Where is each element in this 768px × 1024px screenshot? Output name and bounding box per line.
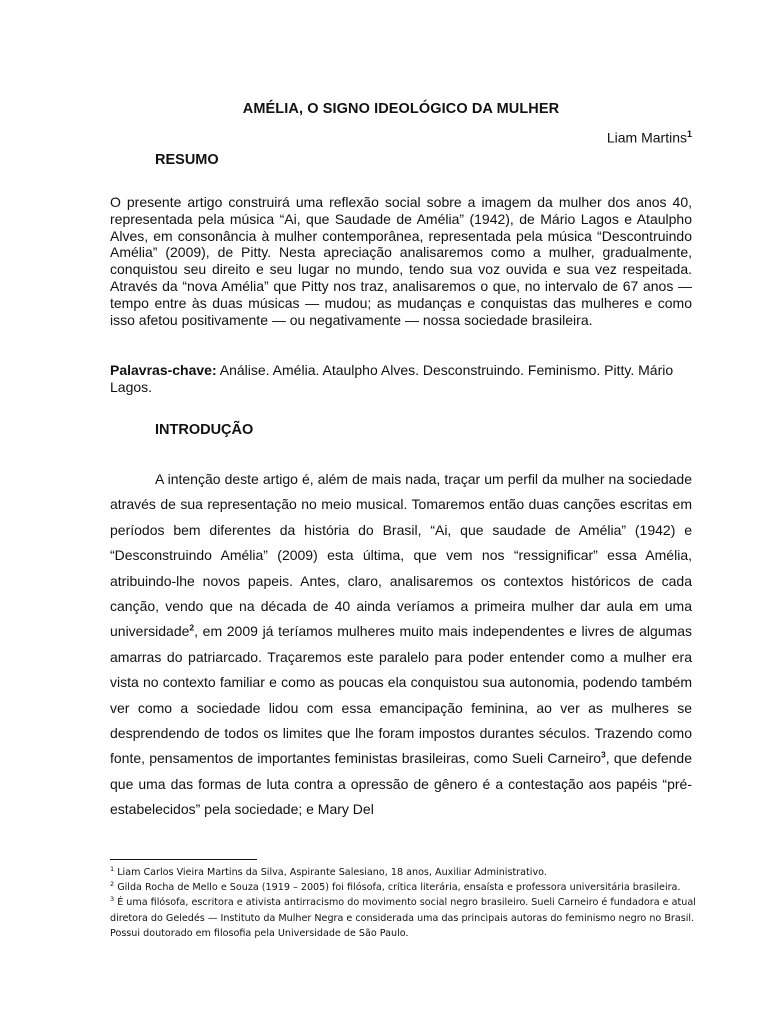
footnote-text: Liam Carlos Vieira Martins da Silva, Aspirante Salesiano, 18 anos, Auxiliar Administrativo. [114, 867, 547, 878]
footnote-ref-3: 3 [601, 749, 606, 760]
author-footnote-mark: 1 [686, 129, 692, 139]
footnote-text: Gilda Rocha de Mello e Souza (1919 – 2005) foi filósofa, crítica literária, ensaísta e professora universitária brasileira. [114, 882, 681, 894]
introducao-text-part3: , que defende que uma das formas de luta contra a opressão de gênero é a contestação aos papéis “pré-estabelecidos” pela sociedade; e Mary Del [110, 750, 692, 818]
introducao-text-part1: A intenção deste artigo é, além de mais nada, traçar um perfil da mulher na sociedade através de sua representação no meio musical. Tomaremos então duas canções escritas em períodos bem diferentes da história do Brasil, “Ai, que saudade de Amélia” (1942) e “Desconstruindo Amélia” (2009) esta última, que vem nos “ressignificar” essa Amélia, atribuindo-lhe novos papeis. Antes, claro, analisaremos os contextos históricos de cada canção, vendo que na década de 40 ainda veríamos a primeira mulher dar aula em uma universidade [110, 471, 692, 640]
footnote-item [110, 880, 700, 895]
footnote-text: É uma filósofa, escritora e ativista antirracismo do movimento social negro brasileiro. Sueli Carneiro é fundadora e atual diretora do Geledés — Instituto da Mulher Negra e considerada uma das principais autoras do feminismo negro no Brasil. Possui doutorado em filosofia pela Universidade de São Paulo. [110, 897, 696, 939]
introducao-heading: INTRODUÇÃO [155, 422, 254, 438]
footnote-ref-2: 2 [189, 622, 195, 633]
resumo-heading: RESUMO [155, 152, 219, 168]
keywords-label: Palavras-chave: [110, 362, 217, 378]
footnote-mark: 2 [110, 880, 115, 889]
author-name: Liam Martins [606, 129, 687, 146]
footnote-item [110, 865, 700, 880]
introducao-paragraph [110, 467, 692, 823]
footnotes [110, 865, 700, 941]
keywords-text: Análise. Amélia. Ataulpho Alves. Desconstruindo. Feminismo. Pitty. Mário Lagos. [110, 362, 674, 395]
keywords-paragraph [110, 362, 692, 396]
footnote-separator [110, 859, 257, 860]
author-line [607, 129, 692, 146]
introducao-text-part2: , em 2009 já teríamos mulheres muito mais independentes e livres de algumas amarras do patriarcado. Traçaremos este paralelo para poder entender como a mulher era vista no contexto familiar e como as poucas ela conquistou sua autonomia, podendo também ver como a sociedade lidou com essa emancipação feminina, ao ver as mulheres se desprendendo de todos os limites que lhe foram impostos durantes séculos. Trazendo como fonte, pensamentos de importantes feministas brasileiras, como Sueli Carneiro [110, 623, 692, 767]
footnote-mark: 1 [110, 864, 115, 873]
footnote-mark: 3 [110, 895, 115, 904]
resumo-text: O presente artigo construirá uma reflexão social sobre a imagem da mulher dos anos 40, representada pela música “Ai, que Saudade de Amélia” (1942), de Mário Lagos e Ataulpho Alves, em consonância à mulher contemporânea, representada pela música “Descontruindo Amélia” (2009), de Pitty. Nesta apreciação analisaremos como a mulher, gradualmente, conquistou seu direito e seu lugar no mundo, tendo sua voz ouvida e sua vez respeitada. Através da “nova Amélia” que Pitty nos traz, analisaremos o que, no intervalo de 67 anos — tempo entre às duas músicas — mudou; as mudanças e conquistas das mulheres e como isso afetou positivamente — ou negativamente — nossa sociedade brasileira. [110, 194, 692, 328]
document-title: AMÉLIA, O SIGNO IDEOLÓGICO DA MULHER [242, 101, 560, 117]
footnote-item [110, 895, 700, 941]
